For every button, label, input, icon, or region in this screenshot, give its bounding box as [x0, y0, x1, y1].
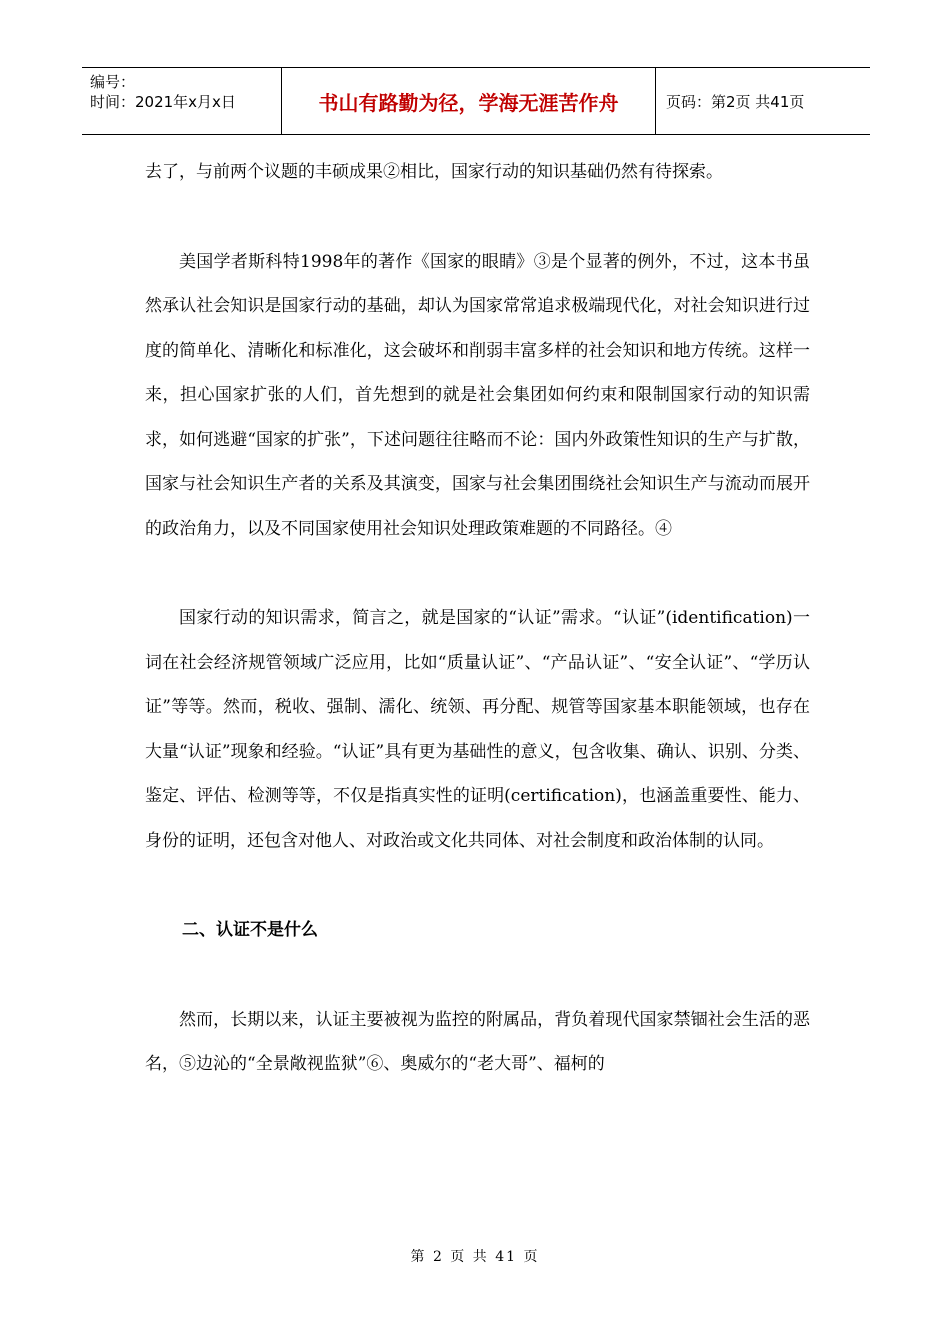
number-label: 编号： [90, 73, 136, 91]
page-footer: 第 2 页 共 41 页 [410, 1249, 540, 1265]
paragraph-2: 美国学者斯科特1998年的著作《国家的眼睛》③是个显著的例外，不过，这本书虽然承认社会知识是国家行动的基础，却认为国家常常追求极端现代化，对社会知识进行过度的简单化、清晰化和标准化，这会破坏和削弱丰富多样的社会知识和地方传统。这样一来，担心国家扩张的人们，首先想到的就是社会集团如何约束和限制国家行动的知识需求，如何逃避“国家的扩张”，下述问题往往略而不论：国内外政策性知识的生产与扩散，国家与社会知识生产者的关系及其演变，国家与社会集团围绕社会知识生产与流动而展开的政治角力，以及不同国家使用社会知识处理政策难题的不同路径。④ [145, 251, 810, 539]
time-label: 时间：2021年x月x日 [90, 93, 236, 111]
header-motto: 书山有路勤为径，学海无涯苦作舟 [282, 68, 656, 134]
header-meta [82, 68, 282, 134]
paragraph-4: 然而，长期以来，认证主要被视为监控的附属品，背负着现代国家禁锢社会生活的恶名，⑤边沁的“全景敞视监狱”⑥、奥威尔的“老大哥”、福柯的 [145, 1009, 810, 1074]
header-page-label: 页码：第2页 共41页 [666, 92, 805, 111]
page-header [82, 67, 870, 135]
paragraph-1: 去了，与前两个议题的丰硕成果②相比，国家行动的知识基础仍然有待探索。 [145, 162, 723, 182]
section-heading: 二、认证不是什么 [182, 920, 318, 940]
document-body [145, 150, 810, 1087]
paragraph-3: 国家行动的知识需求，简言之，就是国家的“认证”需求。“认证”(identification)一词在社会经济规管领域广泛应用，比如“质量认证”、“产品认证”、“安全认证”、“学历认证”等等。然而，税收、强制、濡化、统领、再分配、规管等国家基本职能领域，也存在大量“认证”现象和经验。“认证”具有更为基础性的意义，包含收集、确认、识别、分类、鉴定、评估、检测等等，不仅是指真实性的证明(certification)，也涵盖重要性、能力、身份的证明，还包含对他人、对政治或文化共同体、对社会制度和政治体制的认同。 [145, 608, 810, 851]
